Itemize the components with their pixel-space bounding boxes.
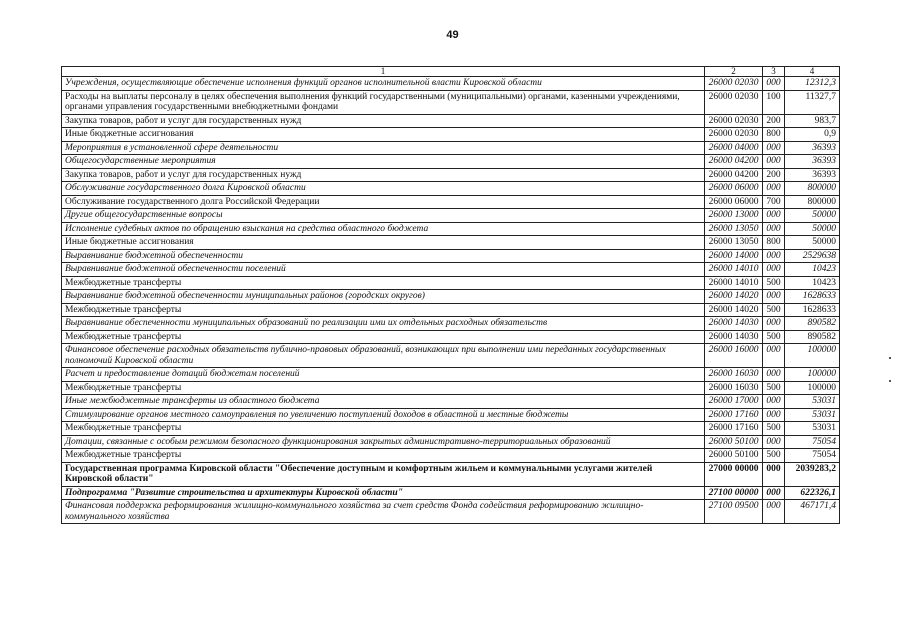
row-code: 26000 17160 [705,408,763,422]
table-row [62,263,840,277]
table-row [62,141,840,155]
table-row [62,368,840,382]
table-row [62,435,840,449]
table-row [62,449,840,463]
table-row [62,128,840,142]
scan-mark [889,380,891,382]
row-code: 27000 00000 [705,462,763,486]
row-expense-type: 800 [763,128,785,142]
table-row [62,90,840,114]
table-header-row [62,67,840,77]
row-sum: 36393 [785,141,840,155]
row-sum: 800000 [785,182,840,196]
row-expense-type: 500 [763,276,785,290]
table-row [62,330,840,344]
row-name: Финансовое обеспечение расходных обязательств публично-правовых образований, возникающих при выполнении ими переданных государственных полномочий Кировской области [62,344,705,368]
row-sum: 50000 [785,209,840,223]
table-row [62,317,840,331]
row-code: 26000 14030 [705,330,763,344]
table-row [62,395,840,409]
table-row [62,408,840,422]
table-row [62,486,840,500]
header-sum: 4 [785,67,840,77]
row-expense-type: 000 [763,222,785,236]
table-row [62,249,840,263]
row-sum: 1628633 [785,303,840,317]
table-row [62,344,840,368]
row-name: Межбюджетные трансферты [62,303,705,317]
row-name: Межбюджетные трансферты [62,449,705,463]
row-expense-type: 000 [763,317,785,331]
row-sum: 36393 [785,155,840,169]
row-sum: 75054 [785,435,840,449]
row-expense-type: 000 [763,500,785,524]
row-expense-type: 200 [763,114,785,128]
row-expense-type: 000 [763,462,785,486]
row-code: 26000 16000 [705,344,763,368]
row-name: Иные бюджетные ассигнования [62,128,705,142]
row-expense-type: 800 [763,236,785,250]
table-row [62,222,840,236]
row-name: Иные межбюджетные трансферты из областного бюджета [62,395,705,409]
row-expense-type: 000 [763,395,785,409]
row-name: Межбюджетные трансферты [62,276,705,290]
row-expense-type: 500 [763,330,785,344]
row-expense-type: 000 [763,263,785,277]
row-code: 26000 13050 [705,222,763,236]
row-code: 26000 14010 [705,263,763,277]
row-expense-type: 000 [763,344,785,368]
row-sum: 53031 [785,408,840,422]
row-name: Дотации, связанные с особым режимом безопасного функционирования закрытых административно-территориальных образований [62,435,705,449]
row-name: Общегосударственные мероприятия [62,155,705,169]
row-code: 26000 17160 [705,422,763,436]
row-name: Выравнивание бюджетной обеспеченности поселений [62,263,705,277]
row-expense-type: 000 [763,77,785,91]
row-sum: 890582 [785,317,840,331]
row-expense-type: 000 [763,249,785,263]
row-name: Государственная программа Кировской области "Обеспечение доступным и комфортным жильем и коммунальными услугами жителей Кировской области" [62,462,705,486]
row-code: 26000 16030 [705,381,763,395]
row-sum: 53031 [785,422,840,436]
row-name: Закупка товаров, работ и услуг для государственных нужд [62,114,705,128]
scan-mark [889,357,891,359]
row-sum: 10423 [785,263,840,277]
row-expense-type: 000 [763,209,785,223]
row-name: Иные бюджетные ассигнования [62,236,705,250]
row-code: 26000 02030 [705,90,763,114]
header-expense-type: 3 [763,67,785,77]
row-code: 26000 04200 [705,155,763,169]
header-code: 2 [705,67,763,77]
row-expense-type: 000 [763,408,785,422]
row-code: 26000 17000 [705,395,763,409]
row-expense-type: 500 [763,303,785,317]
row-name: Подпрограмма "Развитие строительства и архитектуры Кировской области" [62,486,705,500]
table-row [62,276,840,290]
row-code: 26000 50100 [705,449,763,463]
row-expense-type: 100 [763,90,785,114]
row-code: 26000 04200 [705,168,763,182]
row-code: 27100 09500 [705,500,763,524]
row-name: Обслуживание государственного долга Кировской области [62,182,705,196]
row-sum: 50000 [785,236,840,250]
table-row [62,303,840,317]
table-row [62,182,840,196]
row-name: Финансовая поддержка реформирования жилищно-коммунального хозяйства за счет средств Фонда содействия реформированию жилищно-коммунального хозяйства [62,500,705,524]
table-row [62,168,840,182]
row-code: 26000 16030 [705,368,763,382]
table-row [62,77,840,91]
row-expense-type: 200 [763,168,785,182]
row-expense-type: 000 [763,435,785,449]
row-sum: 800000 [785,195,840,209]
page-number: 49 [446,29,459,41]
table-body [62,77,840,524]
table-row [62,422,840,436]
row-sum: 2039283,2 [785,462,840,486]
row-name: Мероприятия в установленной сфере деятельности [62,141,705,155]
row-sum: 12312,3 [785,77,840,91]
row-code: 26000 14020 [705,303,763,317]
row-expense-type: 000 [763,155,785,169]
header-name: 1 [62,67,705,77]
budget-table [61,66,840,524]
row-name: Расчет и предоставление дотаций бюджетам поселений [62,368,705,382]
row-name: Исполнение судебных актов по обращению взыскания на средства областного бюджета [62,222,705,236]
row-name: Стимулирование органов местного самоуправления по увеличению поступлений доходов в областной и местные бюджеты [62,408,705,422]
table-row [62,114,840,128]
row-name: Межбюджетные трансферты [62,330,705,344]
row-code: 26000 14020 [705,290,763,304]
row-code: 26000 04000 [705,141,763,155]
row-expense-type: 500 [763,449,785,463]
row-expense-type: 500 [763,422,785,436]
row-sum: 75054 [785,449,840,463]
row-sum: 1628633 [785,290,840,304]
row-sum: 983,7 [785,114,840,128]
row-sum: 100000 [785,368,840,382]
row-sum: 50000 [785,222,840,236]
row-name: Учреждения, осуществляющие обеспечение исполнения функций органов исполнительной власти Кировской области [62,77,705,91]
row-code: 26000 06000 [705,195,763,209]
row-name: Выравнивание обеспеченности муниципальных образований по реализации ими их отдельных расходных обязательств [62,317,705,331]
row-name: Другие общегосударственные вопросы [62,209,705,223]
row-sum: 100000 [785,344,840,368]
table-row [62,462,840,486]
row-name: Выравнивание бюджетной обеспеченности [62,249,705,263]
table-row [62,290,840,304]
row-sum: 10423 [785,276,840,290]
row-code: 26000 02030 [705,77,763,91]
table-row [62,500,840,524]
row-expense-type: 700 [763,195,785,209]
row-name: Выравнивание бюджетной обеспеченности муниципальных районов (городских округов) [62,290,705,304]
row-sum: 11327,7 [785,90,840,114]
row-sum: 622326,1 [785,486,840,500]
row-name: Расходы на выплаты персоналу в целях обеспечения выполнения функций государственными (муниципальными) органами, казенными учреждениями, органами управления государственными внебюджетными фондами [62,90,705,114]
row-name: Обслуживание государственного долга Российской Федерации [62,195,705,209]
row-expense-type: 500 [763,381,785,395]
row-code: 26000 14010 [705,276,763,290]
row-code: 26000 14030 [705,317,763,331]
row-code: 26000 14000 [705,249,763,263]
row-code: 26000 50100 [705,435,763,449]
row-sum: 100000 [785,381,840,395]
table-row [62,155,840,169]
row-code: 26000 06000 [705,182,763,196]
table-row [62,236,840,250]
table-row [62,209,840,223]
row-expense-type: 000 [763,290,785,304]
row-sum: 467171,4 [785,500,840,524]
row-expense-type: 000 [763,182,785,196]
row-code: 26000 02030 [705,128,763,142]
row-expense-type: 000 [763,368,785,382]
row-name: Межбюджетные трансферты [62,381,705,395]
row-sum: 53031 [785,395,840,409]
row-sum: 890582 [785,330,840,344]
row-expense-type: 000 [763,141,785,155]
row-code: 26000 13000 [705,209,763,223]
row-code: 27100 00000 [705,486,763,500]
row-name: Межбюджетные трансферты [62,422,705,436]
row-code: 26000 02030 [705,114,763,128]
row-code: 26000 13050 [705,236,763,250]
row-sum: 0,9 [785,128,840,142]
row-name: Закупка товаров, работ и услуг для государственных нужд [62,168,705,182]
row-expense-type: 000 [763,486,785,500]
row-sum: 2529638 [785,249,840,263]
table-row [62,195,840,209]
table-row [62,381,840,395]
row-sum: 36393 [785,168,840,182]
